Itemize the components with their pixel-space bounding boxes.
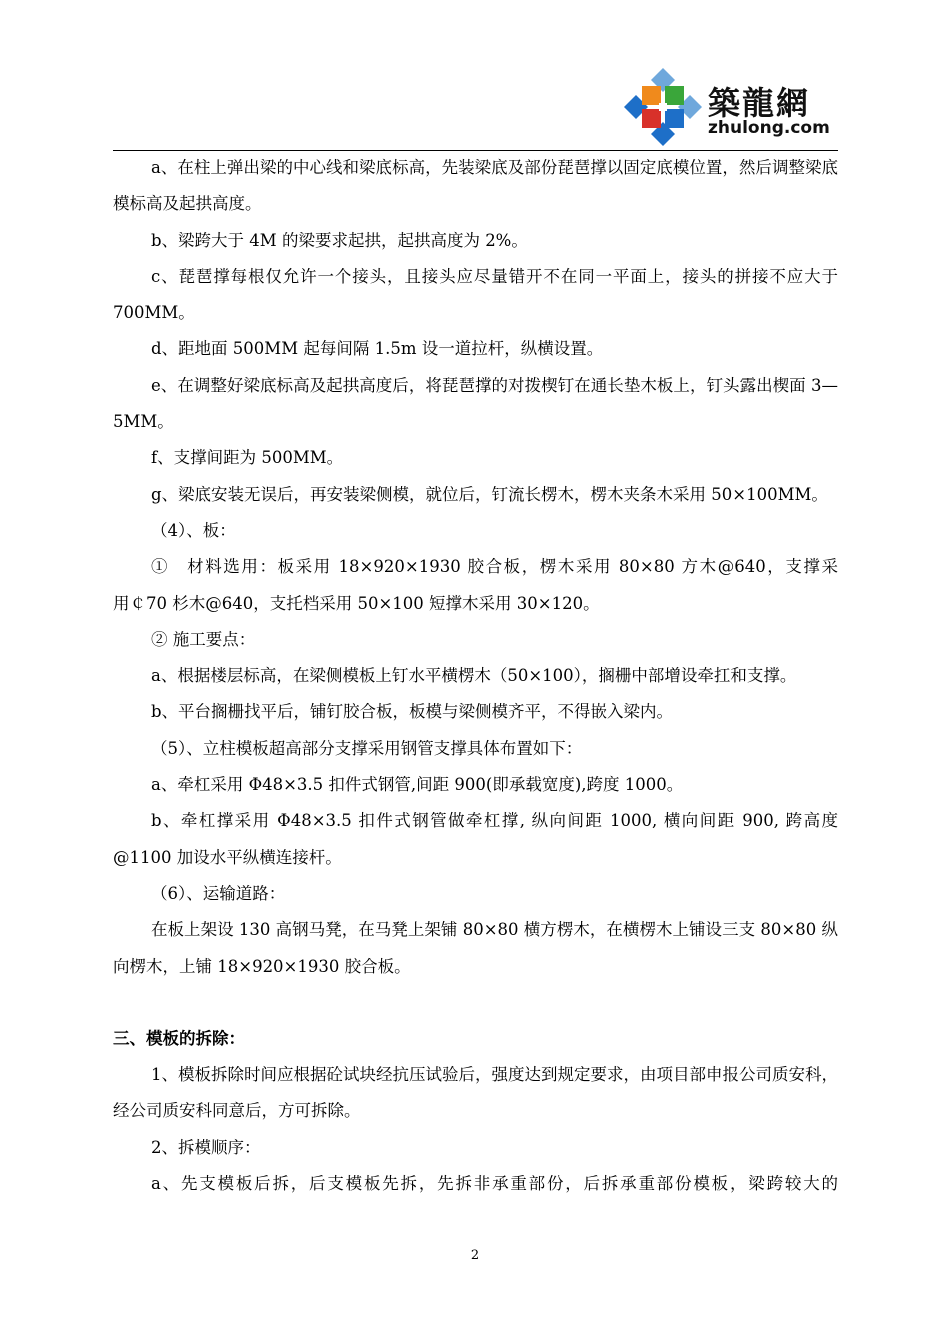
paragraph-f-spacing: f、支撑间距为 500MM。 — [151, 448, 344, 468]
document-body — [113, 150, 838, 1202]
paragraph-b-arching: b、梁跨大于 4M 的梁要求起拱，起拱高度为 2%。 — [151, 230, 528, 250]
paragraph-removal-time: 1、模板拆除时间应根据砼试块经抗压试验后，强度达到规定要求，由项目部申报公司质安科，经公司质安科同意后，方可拆除。 — [113, 1065, 838, 1121]
paragraph-a-beam-centerline: a、在柱上弹出梁的中心线和梁底标高，先装梁底及部份琵琶撑以固定底模位置，然后调整梁底模标高及起拱高度。 — [113, 158, 838, 214]
section-6-transport-heading: （6）、运输道路： — [151, 883, 286, 903]
section-4-slab-heading: （4）、板： — [151, 520, 236, 540]
paragraph-removal-order-heading: 2、拆模顺序： — [151, 1137, 261, 1157]
logo-mark-icon — [622, 66, 704, 148]
paragraph-g-side-forms: g、梁底安装无误后，再安装梁侧模，就位后，钉流长楞木，楞木夹条木采用 50×100MM。 — [151, 484, 828, 504]
paragraph-b-platform-joists: b、平台搁栅找平后，铺钉胶合板，板模与梁侧模齐平，不得嵌入梁内。 — [151, 702, 674, 722]
paragraph-e-wedges: e、在调整好梁底标高及起拱高度后，将琵琶撑的对拨楔钉在通长垫木板上，钉头露出楔面 3—5MM。 — [113, 375, 838, 432]
paragraph-a-floor-elevation: a、根据楼层标高，在梁侧模板上钉水平横楞木（50×100），搁栅中部增设牵扛和支撑。 — [151, 666, 797, 686]
paragraph-transport-road: 在板上架设 130 高钢马凳，在马凳上架铺 80×80 横方楞木，在横楞木上铺设三支 80×80 纵向楞木，上铺 18×920×1930 胶合板。 — [113, 920, 838, 976]
paragraph-d-tie-bars: d、距地面 500MM 起每间隔 1.5m 设一道拉杆，纵横设置。 — [151, 339, 604, 359]
paragraph-c-joints: c、琵琶撑每根仅允许一个接头，且接头应尽量错开不在同一平面上，接头的拼接不应大于 700MM。 — [113, 266, 838, 323]
paragraph-construction-points: ② 施工要点： — [151, 629, 256, 649]
section-5-column-heading: （5）、立柱模板超高部分支撑采用钢管支撑具体布置如下： — [151, 738, 583, 758]
section-3-heading: 三、模板的拆除： — [113, 1028, 245, 1048]
page-number: 2 — [470, 1248, 480, 1263]
paragraph-materials: ① 材料选用：板采用 18×920×1930 胶合板，楞木采用 80×80 方木@640，支撑采用￠70 杉木@640，支托档采用 50×100 短撑木采用 30×120。 — [113, 557, 838, 613]
spacer — [113, 985, 838, 1021]
paragraph-a-removal-order: a、先支模板后拆，后支模板先拆，先拆非承重部份，后拆承重部份模板，梁跨较大的 — [151, 1174, 838, 1194]
logo-chinese-text: 築龍網 — [708, 84, 811, 122]
paragraph-a-steel-pipe: a、牵杠采用 Φ48×3.5 扣件式钢管,间距 900(即承载宽度),跨度 1000。 — [151, 775, 684, 795]
paragraph-b-brace: b、牵杠撑采用 Φ48×3.5 扣件式钢管做牵杠撑, 纵向间距 1000, 横向间距 900, 跨高度@1100 加设水平纵横连接杆。 — [113, 811, 838, 867]
zhulong-logo — [622, 66, 842, 148]
logo-english-text: zhulong.com — [708, 118, 830, 138]
